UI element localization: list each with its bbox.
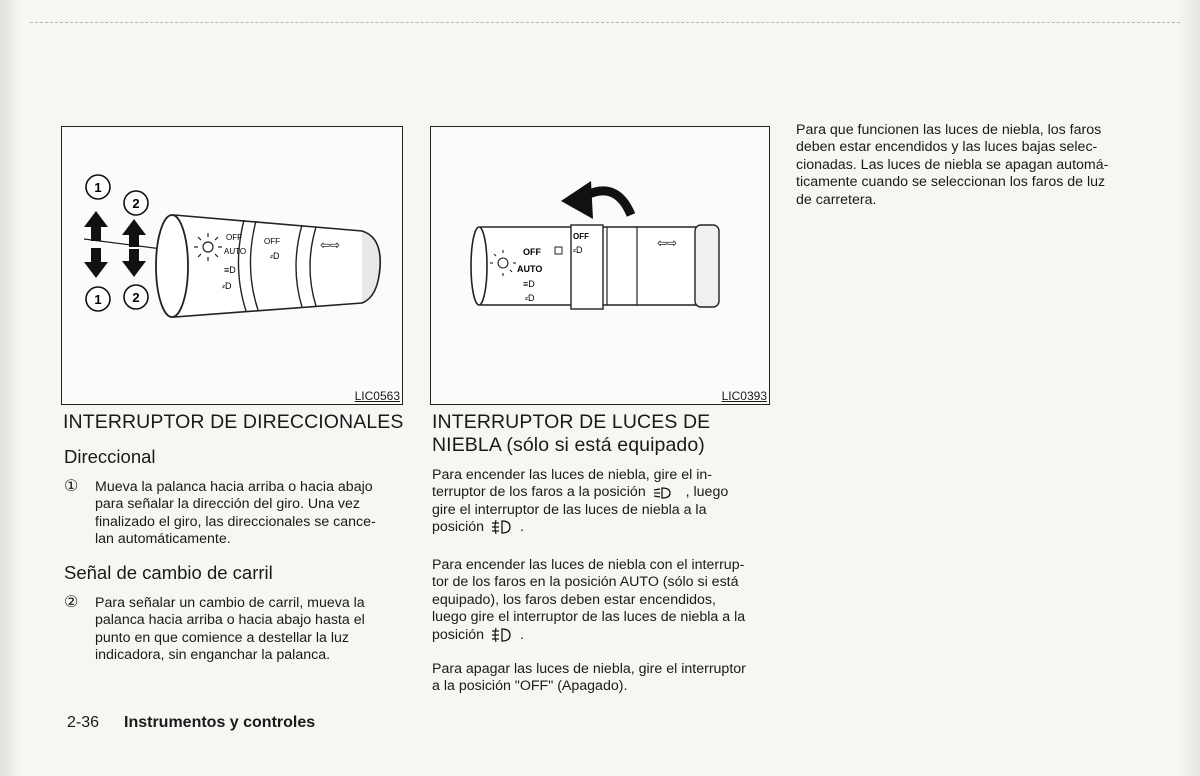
paragraph-1 xyxy=(432,467,771,537)
fog-light-icon xyxy=(490,627,514,643)
text-line: luego gire el interruptor de las luces de niebla a la xyxy=(432,609,746,626)
scan-edge-right xyxy=(1178,0,1200,776)
text-line: gire el interruptor de las luces de niebla a la xyxy=(432,501,707,518)
text-segment: posición xyxy=(432,519,485,536)
subsection-heading: Direccional xyxy=(64,446,156,467)
text-segment: , luego xyxy=(685,484,729,501)
text-line xyxy=(432,519,771,536)
item-marker-2: ② xyxy=(64,594,79,611)
text-line: Mueva la palanca hacia arriba o hacia abajo xyxy=(95,479,373,495)
section-heading-line2: NIEBLA (sólo si está equipado) xyxy=(432,434,705,456)
up-label-2: 2 xyxy=(132,196,140,211)
text-line: cionadas. Las luces de niebla se apagan automá- xyxy=(796,156,1109,173)
text-line: Para apagar las luces de niebla, gire el interruptor xyxy=(432,661,746,677)
right-paragraph xyxy=(796,122,1138,209)
down-label-1: 1 xyxy=(94,292,102,307)
low-beam-icon: ≡D xyxy=(523,279,535,289)
stalk-off-right: OFF xyxy=(573,232,589,241)
text-line: Para encender las luces de niebla con el interrup- xyxy=(432,557,745,573)
footer-section-title: Instrumentos y controles xyxy=(124,714,316,731)
subsection-heading: Señal de cambio de carril xyxy=(64,562,273,583)
fog-switch-illustration xyxy=(431,127,769,404)
fog-light-icon xyxy=(490,519,514,535)
fog-icon: ⸗D xyxy=(525,293,535,303)
item-marker-1: ① xyxy=(64,478,79,495)
stalk-auto: AUTO xyxy=(517,264,543,274)
paragraph-3 xyxy=(432,661,771,696)
turn-arrows-icon: ⇦⇨ xyxy=(657,236,678,250)
up-label-1: 1 xyxy=(94,180,102,195)
stalk-off-right: OFF xyxy=(264,237,280,246)
text-line: Para que funcionen las luces de niebla, los faros xyxy=(796,122,1102,138)
text-line: ticamente cuando se seleccionan los faros de luz xyxy=(796,174,1106,191)
top-rule xyxy=(30,22,1180,23)
text-line: Para señalar un cambio de carril, mueva la xyxy=(95,595,365,611)
item2-text xyxy=(95,595,404,665)
text-line xyxy=(432,627,771,644)
item1-text xyxy=(95,479,404,549)
turn-signal-illustration xyxy=(62,127,402,404)
text-line xyxy=(432,484,771,501)
text-line: indicadora, sin enganchar la palanca. xyxy=(95,647,331,664)
figure-code: LIC0393 xyxy=(721,389,767,403)
text-segment: . xyxy=(519,519,524,536)
text-line: de carretera. xyxy=(796,191,877,208)
text-segment: terruptor de los faros a la posición xyxy=(432,484,646,501)
headlight-icon xyxy=(652,486,680,500)
text-segment: posición xyxy=(432,626,485,643)
fog-light-figure xyxy=(430,126,770,405)
turn-arrows-icon: ⇦⇨ xyxy=(320,238,341,252)
text-line: lan automáticamente. xyxy=(95,531,231,548)
text-line: deben estar encendidos y las luces bajas selec- xyxy=(796,139,1098,156)
turn-signal-figure xyxy=(61,126,403,405)
text-line: a la posición "OFF" (Apagado). xyxy=(432,678,628,695)
stalk-auto: AUTO xyxy=(224,247,247,256)
fog-icon-ring: ⸗D xyxy=(573,245,583,255)
figure-code: LIC0563 xyxy=(354,389,400,403)
fog-icon: ⸗D xyxy=(222,281,232,291)
page-number: 2-36 xyxy=(67,714,100,731)
text-line: para señalar la dirección del giro. Una vez xyxy=(95,496,360,513)
scan-edge-left xyxy=(0,0,22,776)
text-line: tor de los faros en la posición AUTO (sólo si está xyxy=(432,574,739,591)
text-line: equipado), los faros deben estar encendidos, xyxy=(432,591,716,608)
text-line: finalizado el giro, las direccionales se cance- xyxy=(95,513,376,530)
down-label-2: 2 xyxy=(132,290,140,305)
paragraph-2 xyxy=(432,557,771,644)
section-heading: INTERRUPTOR DE DIRECCIONALES xyxy=(63,411,404,433)
text-line: punto en que comience a destellar la luz xyxy=(95,629,349,646)
text-segment: . xyxy=(519,626,524,643)
low-beam-icon: ≡D xyxy=(224,265,236,275)
stalk-off-left: OFF xyxy=(226,233,242,242)
fog-icon-right: ⸗D xyxy=(270,251,280,261)
text-line: palanca hacia arriba o hacia abajo hasta el xyxy=(95,612,365,629)
section-heading-line1: INTERRUPTOR DE LUCES DE xyxy=(432,411,711,433)
stalk-off-left: OFF xyxy=(523,247,541,257)
text-line: Para encender las luces de niebla, gire el in- xyxy=(432,467,712,483)
